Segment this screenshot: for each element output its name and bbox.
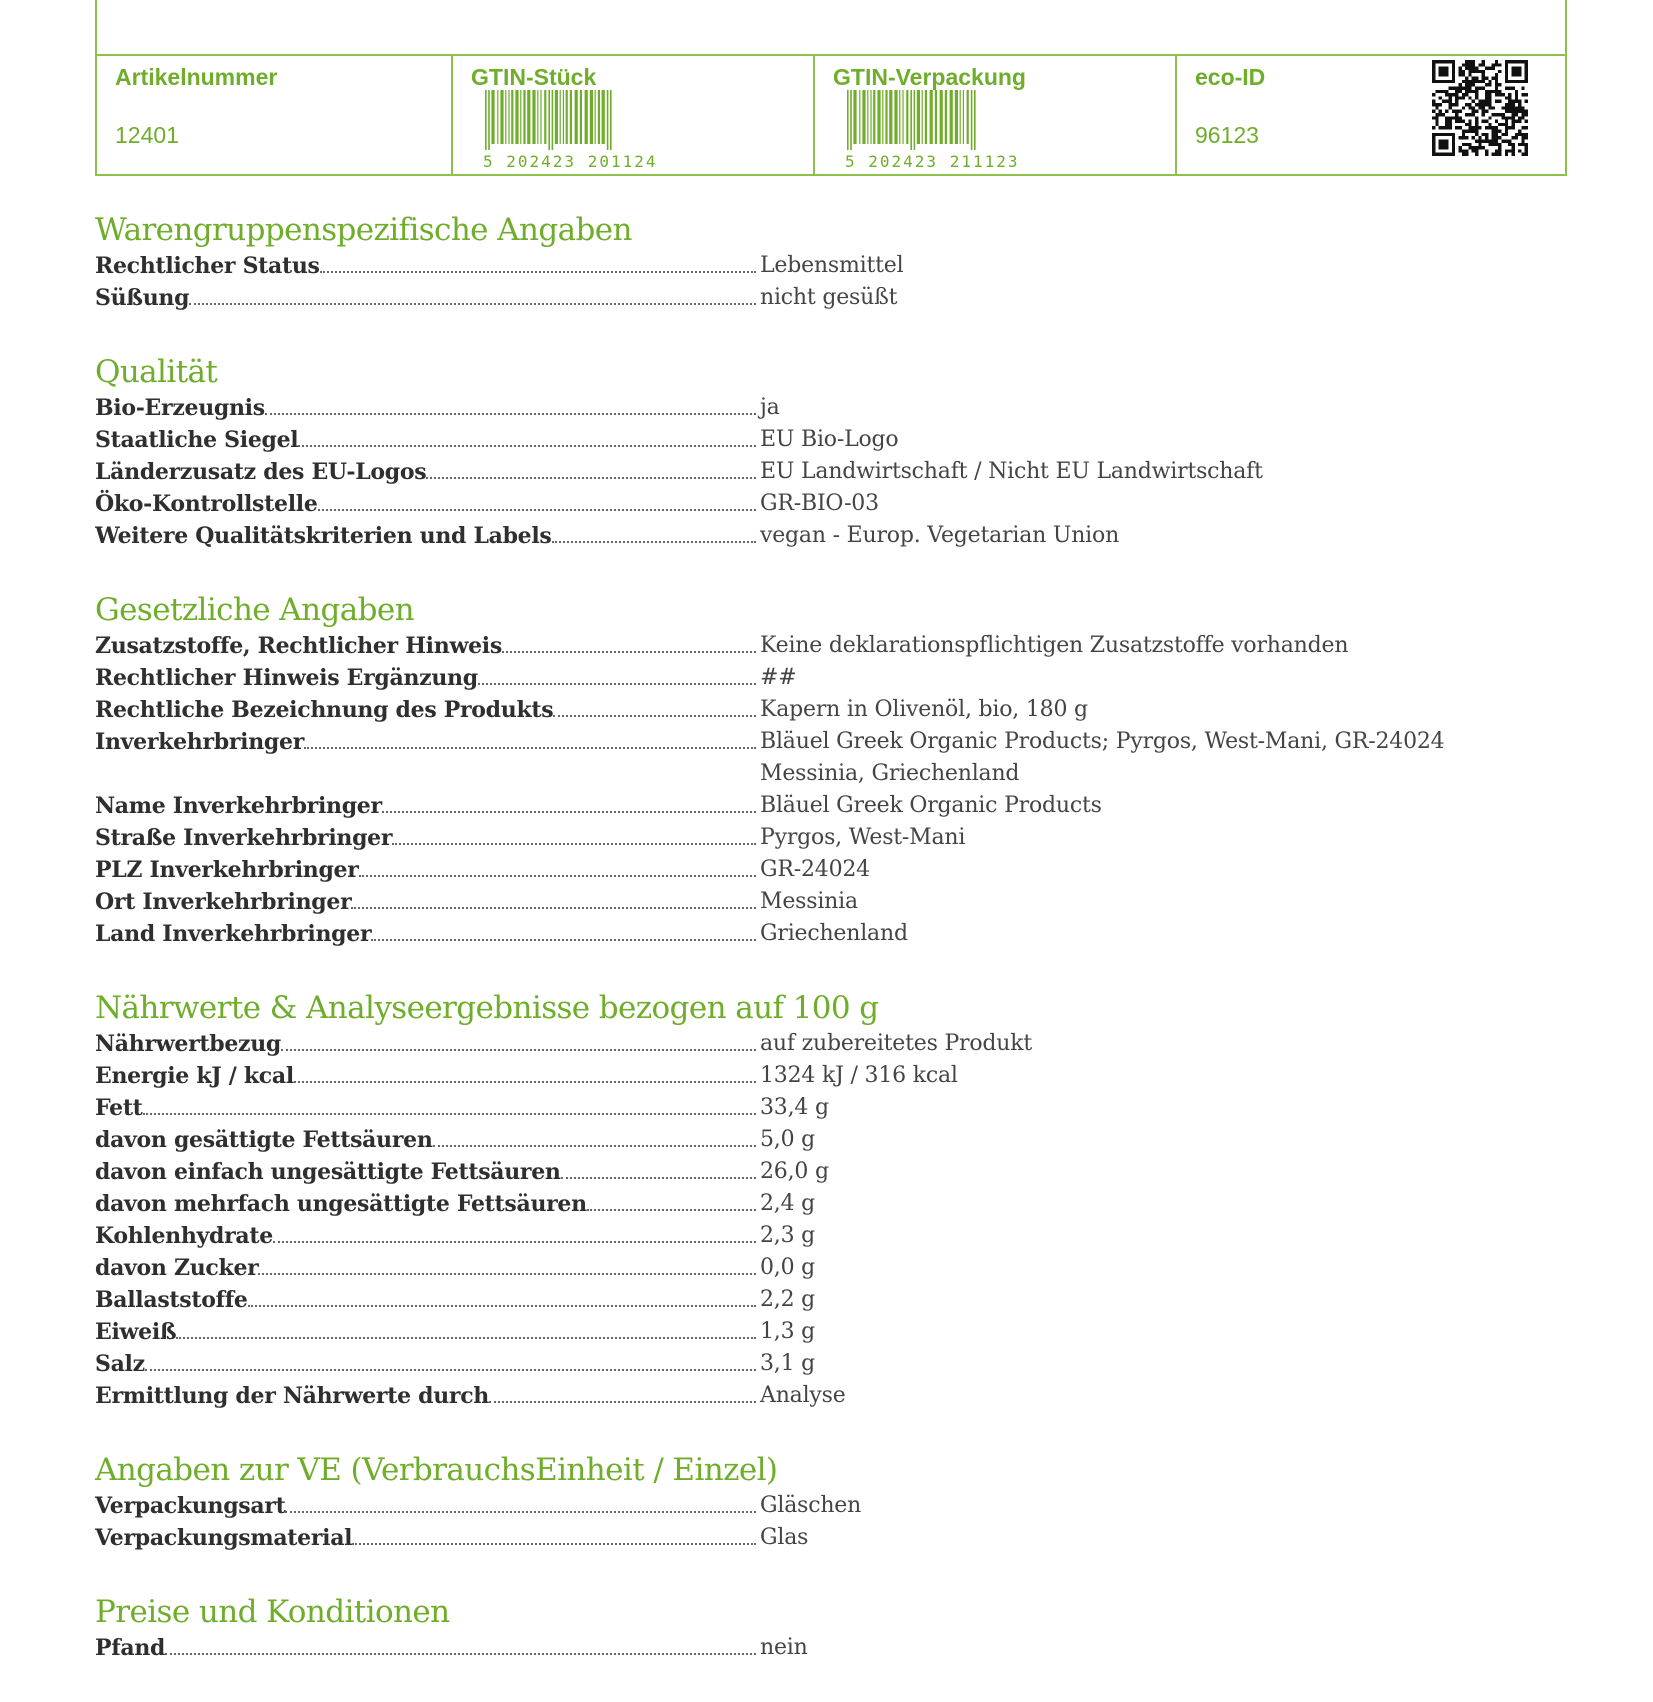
leader-dots (587, 1209, 756, 1211)
leader-dots (478, 683, 756, 685)
detail-key: Zusatzstoffe, Rechtlicher Hinweis (95, 633, 502, 659)
detail-value: 5,0 g (760, 1127, 816, 1152)
gtin-stueck-cell (451, 56, 813, 174)
leader-dots (502, 651, 756, 653)
section-title: Warengruppenspezifische Angaben (95, 212, 632, 248)
detail-key: Salz (95, 1351, 145, 1377)
eco-id-cell (1175, 56, 1565, 174)
detail-row (95, 726, 1595, 790)
detail-key: Länderzusatz des EU-Logos (95, 459, 427, 485)
section-title: Qualität (95, 354, 218, 390)
detail-key-cell (95, 1220, 760, 1252)
leader-dots (273, 1241, 756, 1243)
section (95, 590, 1595, 950)
leader-dots (352, 1543, 756, 1545)
detail-row (95, 520, 1595, 552)
detail-value: Bläuel Greek Organic Products; Pyrgos, West-Mani, GR-24024 Messinia, Griechenland (760, 729, 1445, 786)
leader-dots (298, 445, 756, 447)
detail-value: nicht gesüßt (760, 285, 898, 310)
detail-value: Pyrgos, West-Mani (760, 825, 966, 850)
detail-value: Analyse (760, 1383, 846, 1408)
eco-id-value: 96123 (1195, 122, 1259, 148)
detail-key-cell (95, 790, 760, 822)
detail-value: ## (760, 665, 797, 690)
leader-dots (285, 1511, 756, 1513)
detail-row (95, 630, 1595, 662)
detail-row (95, 662, 1595, 694)
section-title: Nährwerte & Analyseergebnisse bezogen auf 100 g (95, 990, 879, 1026)
detail-key-cell (95, 488, 760, 520)
section (95, 210, 1595, 314)
detail-key: Inverkehrbringer (95, 729, 304, 755)
qr-code-icon (1432, 60, 1528, 156)
detail-key-cell (95, 1522, 760, 1554)
gtin-verpackung-label: GTIN-Verpackung (833, 64, 1026, 90)
detail-key: Kohlenhydrate (95, 1223, 273, 1249)
detail-row (95, 1220, 1595, 1252)
gtin-verpackung-number: 5 202423 211123 (845, 152, 1020, 171)
detail-key: davon einfach ungesättigte Fettsäuren (95, 1159, 561, 1185)
detail-row (95, 1522, 1595, 1554)
leader-dots (318, 509, 756, 511)
detail-row (95, 424, 1595, 456)
detail-key: Pfand (95, 1635, 166, 1661)
detail-key: Fett (95, 1095, 143, 1121)
detail-row (95, 456, 1595, 488)
detail-key: Name Inverkehrbringer (95, 793, 382, 819)
leader-dots (371, 939, 756, 941)
detail-key-cell (95, 250, 760, 282)
detail-row (95, 1380, 1595, 1412)
section (95, 1450, 1595, 1554)
detail-key-cell (95, 1124, 760, 1156)
detail-key: Energie kJ / kcal (95, 1063, 294, 1089)
detail-value: Kapern in Olivenöl, bio, 180 g (760, 697, 1088, 722)
leader-dots (143, 1113, 756, 1115)
detail-key: PLZ Inverkehrbringer (95, 857, 359, 883)
detail-value: Messinia (760, 889, 858, 914)
detail-key: Rechtliche Bezeichnung des Produkts (95, 697, 554, 723)
detail-key-cell (95, 822, 760, 854)
detail-key-cell (95, 1156, 760, 1188)
detail-key: Öko-Kontrollstelle (95, 491, 318, 517)
artikelnummer-value: 12401 (115, 122, 179, 148)
detail-key: Ballaststoffe (95, 1287, 248, 1313)
detail-value: 3,1 g (760, 1351, 816, 1376)
section-title: Preise und Konditionen (95, 1594, 450, 1630)
artikelnummer-label: Artikelnummer (115, 64, 278, 90)
detail-key-cell (95, 282, 760, 314)
detail-value: 1324 kJ / 316 kcal (760, 1063, 958, 1088)
leader-dots (258, 1273, 756, 1275)
detail-value: Bläuel Greek Organic Products (760, 793, 1102, 818)
detail-key: Weitere Qualitätskriterien und Labels (95, 523, 552, 549)
detail-key-cell (95, 662, 760, 694)
leader-dots (351, 907, 756, 909)
artikelnummer-cell (97, 56, 451, 174)
detail-key-cell (95, 918, 760, 950)
detail-row (95, 1188, 1595, 1220)
detail-value: Lebensmittel (760, 253, 904, 278)
detail-key: Verpackungsmaterial (95, 1525, 353, 1551)
leader-dots (433, 1145, 756, 1147)
detail-key-cell (95, 1316, 760, 1348)
detail-key-cell (95, 392, 760, 424)
section (95, 988, 1595, 1412)
leader-dots (392, 843, 756, 845)
detail-key: Rechtlicher Status (95, 253, 320, 279)
detail-value: 26,0 g (760, 1159, 829, 1184)
product-details (95, 210, 1595, 1702)
detail-row (95, 1124, 1595, 1156)
detail-key-cell (95, 1380, 760, 1412)
detail-key-cell (95, 1092, 760, 1124)
detail-row (95, 1060, 1595, 1092)
detail-value: Griechenland (760, 921, 908, 946)
leader-dots (248, 1305, 756, 1307)
leader-dots (281, 1049, 756, 1051)
detail-row (95, 1156, 1595, 1188)
detail-value: 2,2 g (760, 1287, 816, 1312)
detail-value: 2,4 g (760, 1191, 816, 1216)
detail-value: Glas (760, 1525, 809, 1550)
detail-key: Bio-Erzeugnis (95, 395, 265, 421)
leader-dots (426, 477, 756, 479)
gtin-verpackung-cell (813, 56, 1175, 174)
leader-dots (359, 875, 756, 877)
detail-row (95, 1092, 1595, 1124)
detail-key-cell (95, 1252, 760, 1284)
detail-value: GR-24024 (760, 857, 870, 882)
detail-key: Ort Inverkehrbringer (95, 889, 352, 915)
detail-row (95, 1252, 1595, 1284)
detail-key-cell (95, 1060, 760, 1092)
detail-key-cell (95, 694, 760, 726)
section (95, 1592, 1595, 1664)
detail-value: EU Bio-Logo (760, 427, 899, 452)
section-title: Angaben zur VE (VerbrauchsEinheit / Einzel) (95, 1452, 778, 1488)
detail-key-cell (95, 1632, 760, 1664)
detail-row (95, 886, 1595, 918)
detail-value: 0,0 g (760, 1255, 816, 1280)
detail-row (95, 282, 1595, 314)
detail-key-cell (95, 854, 760, 886)
leader-dots (382, 811, 756, 813)
detail-key-cell (95, 630, 760, 662)
detail-value: GR-BIO-03 (760, 491, 879, 516)
detail-key: Staatliche Siegel (95, 427, 299, 453)
gtin-verpackung-barcode (845, 90, 1025, 150)
detail-value: nein (760, 1635, 808, 1660)
leader-dots (265, 413, 756, 415)
detail-row (95, 1632, 1595, 1664)
detail-row (95, 1490, 1595, 1522)
detail-row (95, 1348, 1595, 1380)
detail-key-cell (95, 424, 760, 456)
leader-dots (320, 271, 756, 273)
detail-row (95, 250, 1595, 282)
detail-row (95, 1284, 1595, 1316)
detail-key-cell (95, 1188, 760, 1220)
detail-value: EU Landwirtschaft / Nicht EU Landwirtschaft (760, 459, 1263, 484)
detail-key: davon Zucker (95, 1255, 259, 1281)
detail-value: vegan - Europ. Vegetarian Union (760, 523, 1120, 548)
gtin-stueck-barcode (483, 90, 663, 150)
detail-value: Keine deklarationspflichtigen Zusatzstoffe vorhanden (760, 633, 1349, 658)
detail-key: davon gesättigte Fettsäuren (95, 1127, 433, 1153)
detail-row (95, 822, 1595, 854)
detail-key-cell (95, 1028, 760, 1060)
leader-dots (189, 303, 756, 305)
detail-key: davon mehrfach ungesättigte Fettsäuren (95, 1191, 587, 1217)
detail-row (95, 392, 1595, 424)
leader-dots (304, 747, 756, 749)
detail-row (95, 918, 1595, 950)
detail-value: ja (760, 395, 780, 420)
gtin-stueck-label: GTIN-Stück (471, 64, 597, 90)
detail-value: Gläschen (760, 1493, 862, 1518)
leader-dots (294, 1081, 756, 1083)
leader-dots (165, 1653, 756, 1655)
gtin-stueck-number: 5 202423 201124 (483, 152, 658, 171)
leader-dots (176, 1337, 756, 1339)
detail-key-cell (95, 1284, 760, 1316)
detail-row (95, 1316, 1595, 1348)
leader-dots (145, 1369, 756, 1371)
eco-id-label: eco-ID (1195, 64, 1266, 90)
detail-key: Eiweiß (95, 1319, 177, 1345)
detail-key-cell (95, 886, 760, 918)
detail-key: Rechtlicher Hinweis Ergänzung (95, 665, 478, 691)
detail-value: auf zubereitetes Produkt (760, 1031, 1033, 1056)
detail-value: 33,4 g (760, 1095, 829, 1120)
detail-key: Land Inverkehrbringer (95, 921, 372, 947)
detail-key-cell (95, 456, 760, 488)
detail-key-cell (95, 1490, 760, 1522)
detail-row (95, 854, 1595, 886)
detail-row (95, 790, 1595, 822)
detail-value: 2,3 g (760, 1223, 816, 1248)
detail-key: Süßung (95, 285, 190, 311)
product-id-header (95, 0, 1567, 176)
detail-value: 1,3 g (760, 1319, 816, 1344)
detail-key: Straße Inverkehrbringer (95, 825, 393, 851)
detail-key: Verpackungsart (95, 1493, 286, 1519)
leader-dots (561, 1177, 756, 1179)
detail-key: Nährwertbezug (95, 1031, 281, 1057)
section (95, 352, 1595, 552)
detail-key: Ermittlung der Nährwerte durch (95, 1383, 489, 1409)
detail-row (95, 1028, 1595, 1060)
detail-key-cell (95, 1348, 760, 1380)
detail-row (95, 488, 1595, 520)
section-title: Gesetzliche Angaben (95, 592, 414, 628)
detail-row (95, 694, 1595, 726)
detail-key-cell (95, 520, 760, 552)
detail-key-cell (95, 726, 760, 790)
leader-dots (489, 1401, 756, 1403)
leader-dots (553, 715, 756, 717)
leader-dots (552, 541, 757, 543)
